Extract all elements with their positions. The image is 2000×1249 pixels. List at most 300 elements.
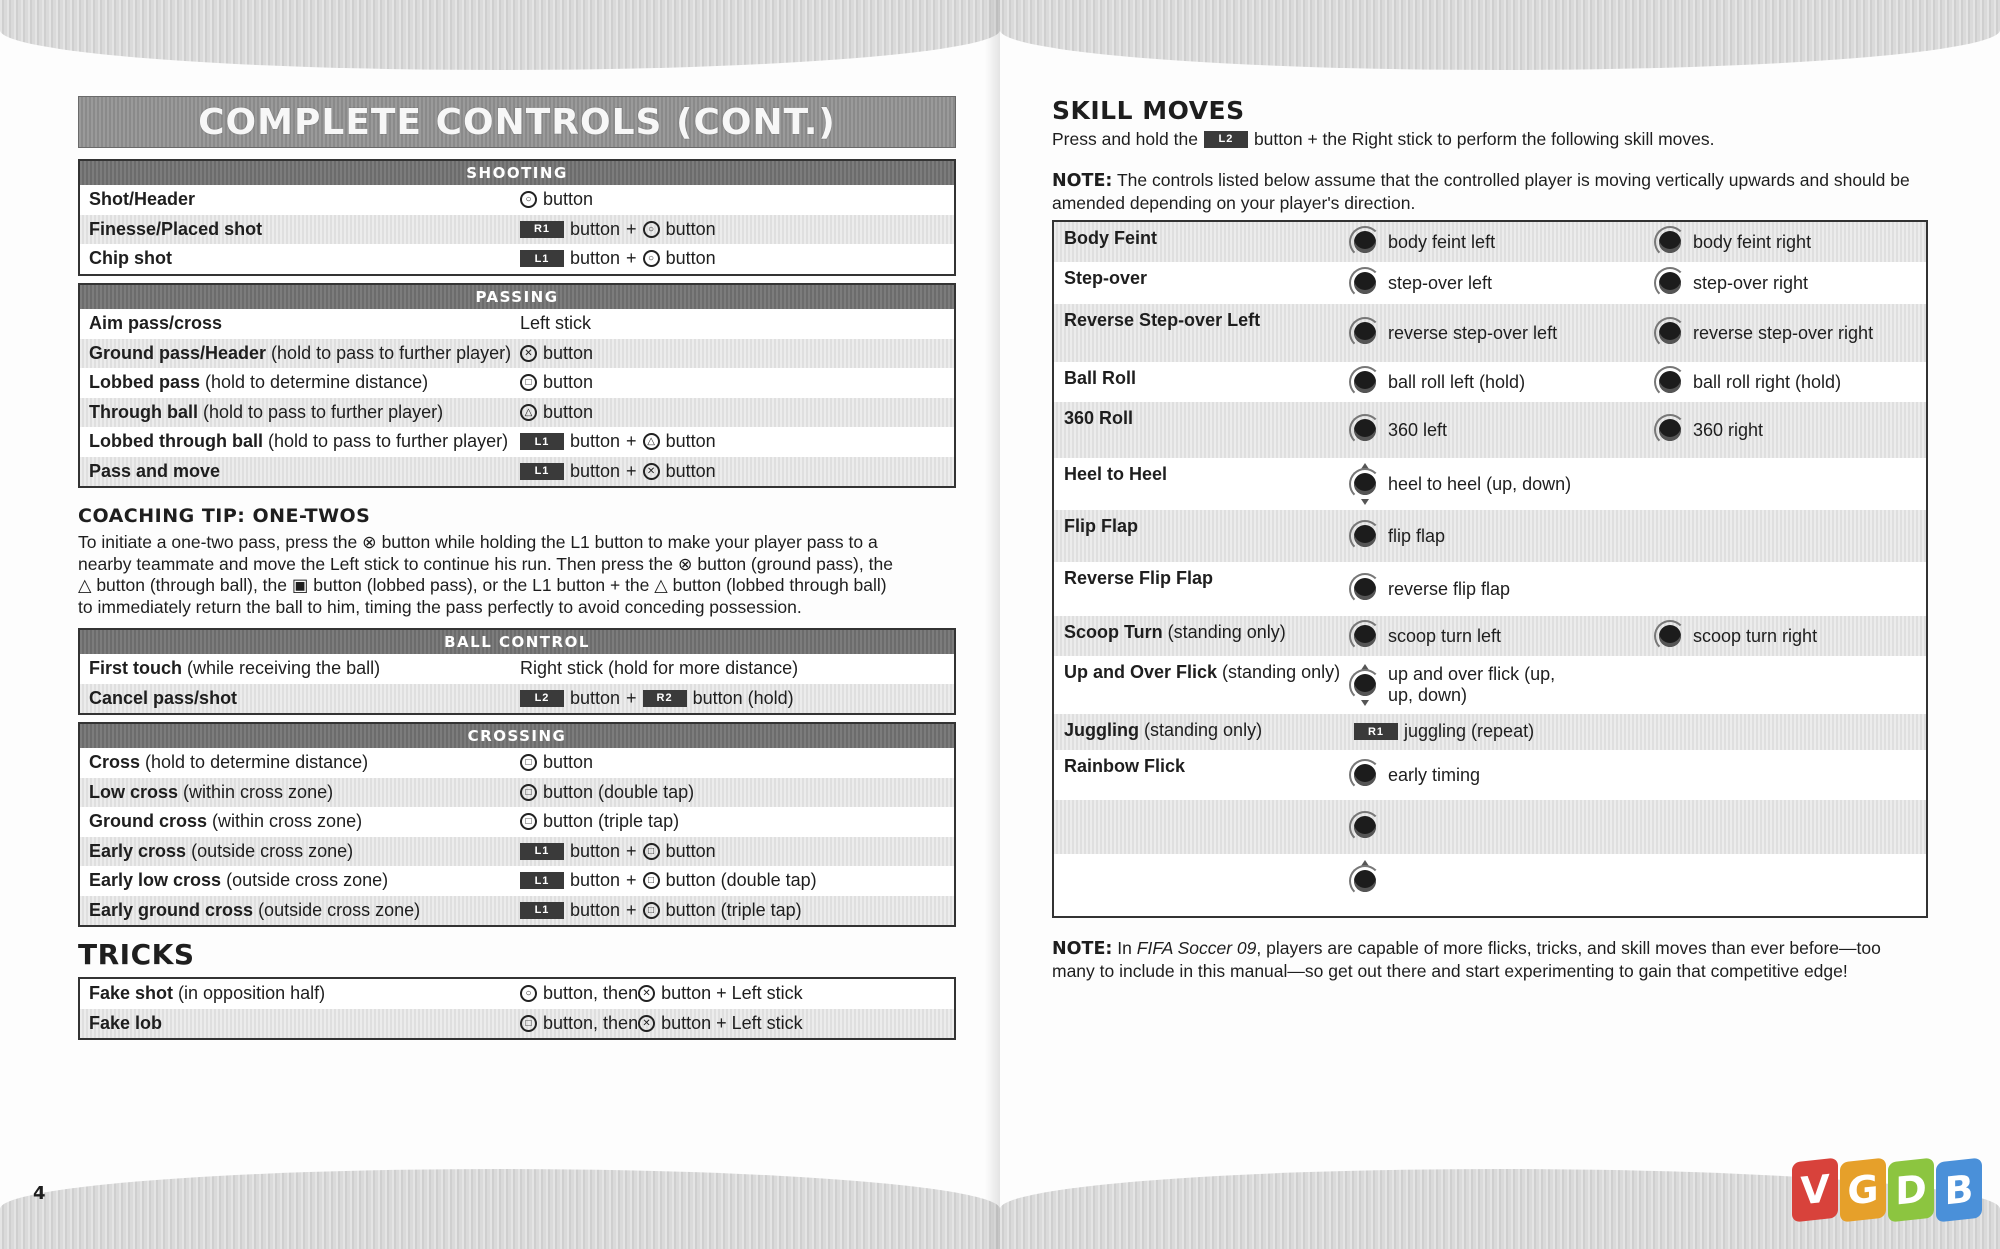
skill-note: (standing only): [1139, 720, 1263, 740]
control-action: [80, 841, 520, 862]
skill-note: (standing only): [1217, 662, 1341, 682]
skill-right-input: [1659, 231, 1811, 253]
table-row: [80, 427, 954, 457]
skill-title: Body Feint: [1064, 228, 1157, 248]
game-title: FIFA Soccer 09: [1136, 938, 1257, 958]
plus-sign: +: [626, 218, 637, 239]
square-button-icon: □: [643, 843, 660, 860]
skill-left-label: body feint left: [1388, 231, 1496, 252]
control-input: [520, 219, 954, 240]
control-action: [80, 248, 520, 269]
skill-sequence-step: [1354, 870, 1388, 892]
action-name: Ground cross: [89, 811, 208, 832]
intro-text: button + the Right stick to perform the following skill moves.: [1253, 129, 1715, 149]
right-stick-icon: [1659, 625, 1681, 647]
skill-name: [1064, 408, 1133, 429]
plus-sign: +: [626, 460, 637, 481]
cross-button-icon: ✕: [638, 1015, 655, 1032]
skill-title: Up and Over Flick: [1064, 662, 1218, 682]
control-action: [80, 461, 520, 482]
top-decor-band: [1000, 0, 2000, 70]
right-stick-icon: [1354, 322, 1376, 344]
input-text: button (double tap): [665, 870, 817, 891]
skill-left-input: [1354, 272, 1492, 294]
passing-header: PASSING: [80, 285, 954, 309]
input-text: button + Left stick: [661, 1012, 803, 1033]
input-text: button: [570, 899, 621, 920]
control-input: [520, 189, 954, 210]
r1-key-icon: R1: [520, 221, 564, 238]
skill-moves-table: [1052, 220, 1928, 918]
input-text: button: [665, 218, 716, 239]
skill-right-label: step-over right: [1693, 272, 1809, 293]
action-name: Early cross: [89, 840, 187, 861]
skill-name: [1064, 756, 1185, 777]
right-stick-icon: [1354, 525, 1376, 547]
control-action: [80, 189, 520, 210]
skill-title: Heel to Heel: [1064, 464, 1168, 484]
skill-left-input: [1354, 664, 1555, 706]
action-name: Low cross: [89, 781, 179, 802]
skill-sequence-step: [1354, 816, 1388, 838]
skill-row: [1054, 222, 1926, 262]
table-row: [80, 896, 954, 926]
skill-title: 360 Roll: [1064, 408, 1134, 428]
skill-left-label: reverse step-over left: [1388, 322, 1558, 343]
plus-sign: +: [626, 870, 637, 891]
logo-tile: G: [1840, 1158, 1886, 1223]
right-stick-icon: [1659, 419, 1681, 441]
skill-right-label: body feint right: [1693, 231, 1812, 252]
control-input: [520, 1013, 954, 1034]
banner-title: COMPLETE CONTROLS (CONT.): [198, 101, 836, 143]
circle-button-icon: ○: [520, 191, 537, 208]
action-name: Pass and move: [89, 460, 221, 481]
plus-sign: +: [626, 840, 637, 861]
action-note: (hold to pass to further player): [197, 401, 444, 422]
action-name: Fake lob: [89, 1012, 163, 1033]
input-text: button: [543, 342, 594, 363]
coaching-tip-line: nearby teammate and move the Left stick to continue his run. Then press the ⊗ button (ground pass), the: [78, 553, 893, 574]
table-row: [80, 654, 954, 684]
note-top: [1052, 170, 1910, 214]
action-name: Early low cross: [89, 870, 222, 891]
arrow-down-icon: [1361, 700, 1369, 706]
coaching-tip-line: △ button (through ball), the ▣ button (lobbed pass), or the L1 button + the △ button (lobbed through ball): [78, 575, 887, 595]
table-row: [80, 309, 954, 339]
action-name: First touch: [89, 658, 182, 679]
l1-key-icon: L1: [520, 463, 564, 480]
input-text: button: [665, 248, 716, 269]
right-stick-icon: [1354, 764, 1376, 786]
note-text: many to include in this manual—so get out there and start experimenting to gain that competitive edge!: [1052, 960, 1848, 981]
input-text: button (triple tap): [543, 811, 680, 832]
skill-left-input: [1354, 578, 1510, 600]
control-action: [80, 870, 520, 891]
input-text: button, then: [543, 983, 639, 1004]
control-input: [520, 688, 954, 709]
skill-row: [1054, 714, 1926, 750]
triangle-button-icon: △: [520, 404, 537, 421]
skill-title: Rainbow Flick: [1064, 756, 1186, 776]
action-name: Fake shot: [89, 983, 174, 1004]
square-button-icon: □: [520, 754, 537, 771]
skill-left-input: [1354, 721, 1534, 742]
skill-left-label: reverse flip flap: [1388, 578, 1511, 599]
control-action: [80, 688, 520, 709]
skill-left-input: [1354, 231, 1495, 253]
cross-button-icon: ✕: [520, 345, 537, 362]
right-stick-up-icon: [1354, 870, 1376, 892]
circle-button-icon: ○: [643, 221, 660, 238]
control-input: [520, 461, 954, 482]
control-action: [80, 313, 520, 334]
input-text: button: [570, 218, 621, 239]
skill-left-input: [1354, 473, 1571, 495]
plus-sign: +: [626, 687, 637, 708]
right-stick-icon: [1354, 473, 1376, 495]
table-row: [80, 807, 954, 837]
action-note: (hold to determine distance): [140, 752, 369, 773]
action-note: (hold to pass to further player): [262, 431, 509, 452]
triangle-button-icon: △: [643, 433, 660, 450]
skill-title: Reverse Step-over Left: [1064, 310, 1261, 330]
l2-key-icon: L2: [1204, 131, 1248, 148]
tricks-title: TRICKS: [78, 938, 195, 971]
control-input: [520, 343, 954, 364]
table-row: [80, 457, 954, 487]
control-input: [520, 402, 954, 423]
intro-text: Press and hold the: [1052, 129, 1198, 149]
table-row: [80, 1009, 954, 1039]
r2-key-icon: R2: [643, 690, 687, 707]
action-note: (within cross zone): [178, 781, 334, 802]
input-text: Left stick: [520, 313, 592, 334]
control-input: [520, 313, 954, 334]
right-stick-icon: [1659, 272, 1681, 294]
skill-left-label: scoop turn left: [1388, 625, 1502, 646]
skill-left-label: [1388, 664, 1555, 706]
bottom-decor-band: [0, 1169, 1000, 1249]
input-text: button, then: [543, 1012, 639, 1033]
skill-left-input: [1354, 371, 1525, 393]
input-text: button: [570, 248, 621, 269]
skill-name: [1064, 662, 1340, 683]
logo-tile: V: [1792, 1158, 1838, 1223]
table-row: [80, 778, 954, 808]
l1-key-icon: L1: [520, 872, 564, 889]
action-note: (outside cross zone): [253, 899, 421, 920]
skill-left-input: [1354, 322, 1557, 344]
skill-right-label: ball roll right (hold): [1693, 371, 1842, 392]
input-text: button (triple tap): [665, 899, 802, 920]
skill-left-label: heel to heel (up, down): [1388, 473, 1572, 494]
coaching-tip-title: COACHING TIP: ONE-TWOS: [78, 505, 371, 527]
action-note: (while receiving the ball): [182, 658, 381, 679]
note-text: amended depending on your player's direction.: [1052, 192, 1416, 213]
skill-left-input: [1354, 525, 1445, 547]
l1-key-icon: L1: [520, 843, 564, 860]
note-text: The controls listed below assume that the controlled player is moving vertically upwards and should be: [1116, 170, 1910, 190]
skill-name: [1064, 622, 1286, 643]
skill-name: [1064, 720, 1262, 741]
right-stick-icon: [1659, 371, 1681, 393]
skill-left-label: early timing: [1388, 764, 1481, 785]
action-name: Finesse/Placed shot: [89, 218, 263, 239]
tricks-table: [78, 977, 956, 1040]
input-text: button + Left stick: [661, 983, 803, 1004]
skill-name: [1064, 516, 1138, 537]
arrow-down-icon: [1361, 499, 1369, 505]
control-action: [80, 811, 520, 832]
plus-sign: +: [626, 899, 637, 920]
skill-label-line: up and over flick (up,: [1388, 664, 1556, 684]
crossing-table: [78, 722, 956, 927]
input-text: button: [570, 431, 621, 452]
skill-note: (standing only): [1162, 622, 1286, 642]
l1-key-icon: L1: [520, 250, 564, 267]
skill-right-input: [1659, 371, 1841, 393]
cross-button-icon: ✕: [643, 463, 660, 480]
action-name: Shot/Header: [89, 189, 196, 210]
skill-name: [1064, 228, 1157, 249]
skill-name: [1064, 368, 1136, 389]
right-stick-icon: [1354, 625, 1376, 647]
skill-right-input: [1659, 272, 1808, 294]
square-button-icon: □: [520, 374, 537, 391]
action-note: (within cross zone): [207, 811, 363, 832]
square-button-icon: □: [643, 902, 660, 919]
l1-key-icon: L1: [520, 433, 564, 450]
skill-row: [1054, 800, 1926, 854]
table-row: [80, 748, 954, 778]
right-page: [1000, 0, 2000, 1249]
page-banner: [78, 96, 956, 148]
action-name: Lobbed pass: [89, 372, 201, 393]
input-text: button: [570, 840, 621, 861]
right-stick-icon: [1354, 816, 1376, 838]
action-name: Ground pass/Header: [89, 342, 267, 363]
ball-control-table: [78, 628, 956, 715]
input-text: button: [543, 189, 594, 210]
input-text: button: [665, 460, 716, 481]
skill-left-input: [1354, 419, 1447, 441]
top-decor-band: [0, 0, 1000, 70]
right-stick-icon: [1354, 578, 1376, 600]
control-action: [80, 782, 520, 803]
skill-title: Ball Roll: [1064, 368, 1137, 388]
skill-title: Juggling: [1064, 720, 1139, 740]
skill-left-label: juggling (repeat): [1404, 721, 1535, 741]
note-bottom: [1052, 938, 1881, 982]
skill-left-input: [1354, 764, 1480, 786]
circle-button-icon: ○: [643, 250, 660, 267]
right-stick-icon: [1354, 231, 1376, 253]
control-action: [80, 219, 520, 240]
skill-row: [1054, 750, 1926, 800]
skill-name: [1064, 268, 1147, 289]
l1-key-icon: L1: [520, 902, 564, 919]
skill-row: [1054, 854, 1926, 908]
table-row: [80, 837, 954, 867]
action-name: Early ground cross: [89, 899, 254, 920]
skill-right-label: scoop turn right: [1693, 625, 1818, 646]
input-text: button: [570, 687, 621, 708]
control-action: [80, 343, 520, 364]
shooting-header: SHOOTING: [80, 161, 954, 185]
skill-right-input: [1659, 419, 1763, 441]
skill-left-label: ball roll left (hold): [1388, 371, 1526, 392]
right-stick-icon: [1659, 322, 1681, 344]
arrow-up-icon: [1361, 664, 1369, 670]
coaching-tip-line: To initiate a one-two pass, press the ⊗ button while holding the L1 button to make your player pass to a: [78, 532, 878, 552]
square-button-icon: □: [520, 784, 537, 801]
table-row: [80, 244, 954, 274]
skill-label-line: up, down): [1388, 685, 1468, 705]
note-label: NOTE:: [1052, 171, 1113, 191]
skill-title: Step-over: [1064, 268, 1148, 288]
skill-title: Flip Flap: [1064, 516, 1138, 536]
control-action: [80, 1013, 520, 1034]
table-row: [80, 185, 954, 215]
cross-button-icon: ✕: [638, 985, 655, 1002]
table-row: [80, 979, 954, 1009]
table-row: [80, 215, 954, 245]
skill-row: [1054, 262, 1926, 304]
square-button-icon: □: [643, 872, 660, 889]
skill-title: Reverse Flip Flap: [1064, 568, 1214, 588]
skill-row: [1054, 616, 1926, 656]
control-input: [520, 248, 954, 269]
action-name: Chip shot: [89, 248, 172, 269]
control-input: [520, 870, 954, 891]
ball-control-header: BALL CONTROL: [80, 630, 954, 654]
input-text: button: [570, 460, 621, 481]
logo-tile: D: [1888, 1158, 1934, 1223]
skill-right-input: [1659, 625, 1817, 647]
input-text: button (double tap): [543, 781, 695, 802]
action-note: (outside cross zone): [221, 870, 389, 891]
control-action: [80, 983, 520, 1004]
action-note: (in opposition half): [173, 983, 326, 1004]
input-text: button: [543, 752, 594, 773]
r1-key-icon: R1: [1354, 723, 1398, 740]
table-row: [80, 368, 954, 398]
skill-row: [1054, 402, 1926, 458]
action-note: (hold to determine distance): [200, 372, 429, 393]
skill-row: [1054, 362, 1926, 402]
note-text: In: [1117, 938, 1137, 958]
skill-row: [1054, 562, 1926, 616]
shooting-table: [78, 159, 956, 276]
action-name: Cancel pass/shot: [89, 687, 238, 708]
action-name: Through ball: [89, 401, 198, 422]
square-button-icon: □: [520, 813, 537, 830]
skill-right-label: 360 right: [1693, 419, 1764, 440]
control-action: [80, 752, 520, 773]
right-stick-icon: [1354, 419, 1376, 441]
skill-row: [1054, 304, 1926, 362]
action-name: Lobbed through ball: [89, 431, 263, 452]
input-text: button: [570, 870, 621, 891]
control-action: [80, 658, 520, 679]
skill-title: Scoop Turn: [1064, 622, 1163, 642]
input-text: button: [665, 840, 716, 861]
input-text: button: [543, 372, 594, 393]
skill-name: [1064, 568, 1213, 589]
skill-moves-intro: [1052, 129, 1715, 151]
action-name: Cross: [89, 752, 141, 773]
skill-name: [1064, 310, 1260, 331]
arrow-up-icon: [1361, 860, 1369, 866]
control-action: [80, 431, 520, 452]
control-input: [520, 431, 954, 452]
input-text: button: [543, 401, 594, 422]
control-action: [80, 372, 520, 393]
skill-left-label: step-over left: [1388, 272, 1493, 293]
right-stick-icon: [1659, 231, 1681, 253]
action-note: (outside cross zone): [186, 840, 354, 861]
circle-button-icon: ○: [520, 985, 537, 1002]
skill-row: [1054, 510, 1926, 562]
input-text: button (hold): [692, 687, 794, 708]
note-label: NOTE:: [1052, 939, 1113, 959]
logo-tile: B: [1936, 1158, 1982, 1223]
right-stick-icon: [1354, 674, 1376, 696]
control-input: [520, 841, 954, 862]
vgdb-logo: [1792, 1160, 1984, 1220]
action-note: (hold to pass to further player): [266, 342, 512, 363]
control-action: [80, 900, 520, 921]
skill-name: [1064, 464, 1167, 485]
table-row: [80, 398, 954, 428]
control-input: [520, 983, 954, 1004]
plus-sign: +: [626, 431, 637, 452]
passing-table: [78, 283, 956, 488]
input-text: Right stick (hold for more distance): [520, 658, 799, 679]
skill-left-input: [1354, 625, 1501, 647]
arrow-up-icon: [1361, 463, 1369, 469]
coaching-tip-line: to immediately return the ball to him, timing the pass perfectly to avoid conceding possession.: [78, 596, 802, 617]
control-input: [520, 900, 954, 921]
control-input: [520, 372, 954, 393]
control-action: [80, 402, 520, 423]
coaching-tip-text: [78, 532, 893, 618]
square-button-icon: □: [520, 1015, 537, 1032]
skill-right-label: reverse step-over right: [1693, 322, 1874, 343]
table-row: [80, 866, 954, 896]
skill-moves-title: SKILL MOVES: [1052, 96, 1245, 125]
l2-key-icon: L2: [520, 690, 564, 707]
skill-left-label: flip flap: [1388, 525, 1446, 546]
right-stick-icon: [1354, 272, 1376, 294]
control-input: [520, 782, 954, 803]
action-name: Aim pass/cross: [89, 313, 223, 334]
control-input: [520, 752, 954, 773]
plus-sign: +: [626, 248, 637, 269]
right-stick-icon: [1354, 371, 1376, 393]
control-input: [520, 811, 954, 832]
skill-right-input: [1659, 322, 1873, 344]
table-row: [80, 684, 954, 714]
control-input: [520, 658, 954, 679]
table-row: [80, 339, 954, 369]
page-number: 4: [33, 1183, 46, 1204]
crossing-header: CROSSING: [80, 724, 954, 748]
skill-left-label: 360 left: [1388, 419, 1448, 440]
skill-row: [1054, 458, 1926, 510]
input-text: button: [665, 431, 716, 452]
